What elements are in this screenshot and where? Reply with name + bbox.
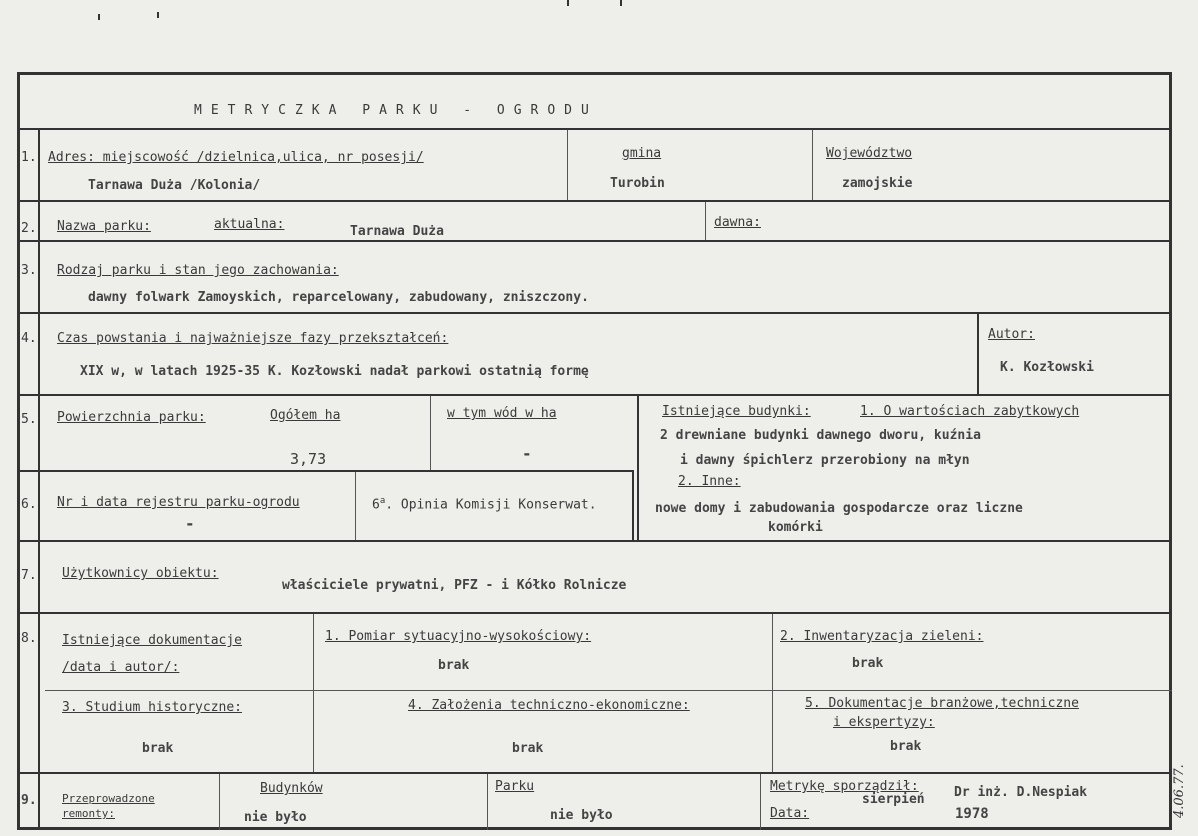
- history-value: XIX w, w latach 1925-35 K. Kozłowski nadał parkowi ostatnią formę: [80, 364, 589, 379]
- divider: [17, 128, 1172, 130]
- technical-assumptions-label: 4. Założenia techniczno-ekonomiczne:: [408, 698, 690, 713]
- divider: [313, 614, 314, 772]
- divider: [17, 540, 1172, 542]
- survey-value: brak: [438, 658, 470, 673]
- total-area-label: Ogółem ha: [270, 408, 341, 423]
- scan-mark: [620, 0, 622, 6]
- buildings-renovation-label: Budynków: [260, 781, 323, 796]
- opinion-label: [372, 493, 597, 513]
- water-area-label: w tym wód w ha: [447, 406, 557, 421]
- buildings-label: Istniejące budynki:: [662, 404, 811, 419]
- total-area-value: 3,73: [290, 450, 327, 468]
- section-number: 9.: [21, 793, 37, 808]
- voivodeship-value: zamojskie: [842, 176, 913, 191]
- divider: [17, 612, 1172, 614]
- address-label: Adres: miejscowość /dzielnica,ulica, nr posesji/: [48, 150, 424, 165]
- divider: [760, 774, 761, 830]
- divider: [812, 130, 813, 200]
- park-type-label: Rodzaj parku i stan jego zachowania:: [57, 263, 339, 278]
- divider: [772, 614, 773, 772]
- section-number: 6.: [21, 497, 37, 512]
- section-number: 5.: [21, 412, 37, 427]
- author-label: Autor:: [988, 327, 1035, 342]
- branch-docs-label-2: i ekspertyzy:: [833, 715, 935, 730]
- prepared-by-value: Dr inż. D.Nespiak: [954, 785, 1088, 800]
- branch-docs-label: 5. Dokumentacje branżowe,techniczne: [805, 696, 1079, 711]
- divider: [632, 470, 634, 540]
- register-value: -: [185, 514, 195, 533]
- water-area-value: -: [522, 444, 532, 463]
- section-number: 2.: [21, 221, 37, 236]
- divider: [17, 772, 1172, 774]
- other-buildings-line1: nowe domy i zabudowania gospodarcze oraz liczne: [655, 501, 1023, 516]
- divider: [17, 240, 1172, 242]
- section-number: 1.: [21, 150, 37, 165]
- opinion-number-sup: a: [379, 496, 386, 506]
- divider: [45, 690, 1172, 691]
- park-name-label: Nazwa parku:: [57, 219, 151, 234]
- park-renovation-value: nie było: [550, 808, 613, 823]
- date-label: Data:: [770, 806, 810, 821]
- users-value: właściciele prywatni, PFZ - i Kółko Rolnicze: [282, 578, 627, 593]
- buildings-renovation-value: nie było: [244, 810, 307, 825]
- divider: [17, 394, 1172, 396]
- address-value: Tarnawa Duża /Kolonia/: [88, 178, 261, 193]
- divider: [487, 774, 488, 830]
- divider: [430, 396, 431, 470]
- other-buildings-line2: komórki: [768, 520, 823, 535]
- handwritten-date: 4.06.77.: [1172, 764, 1187, 818]
- historic-study-value: brak: [142, 741, 174, 756]
- greenery-inventory-label: 2. Inwentaryzacja zieleni:: [780, 629, 984, 644]
- prepared-year-value: 1978: [955, 806, 989, 822]
- current-name-value: Tarnawa Duża: [350, 224, 444, 239]
- opinion-label-text: . Opinia Komisji Konserwat.: [385, 497, 597, 513]
- divider: [17, 470, 632, 472]
- opinion-number: 6: [372, 497, 380, 513]
- history-label: Czas powstania i najważniejsze fazy przekształceń:: [57, 331, 449, 346]
- divider: [567, 130, 568, 200]
- former-name-label: dawna:: [714, 215, 761, 230]
- documentation-label: Istniejące dokumentacje: [62, 633, 243, 648]
- prepared-date-value: sierpień: [862, 792, 925, 807]
- divider: [355, 472, 356, 540]
- historic-study-label: 3. Studium historyczne:: [62, 700, 243, 715]
- scan-mark: [98, 14, 100, 20]
- prepared-by-label: Metrykę sporządził:: [770, 779, 919, 794]
- park-renovation-label: Parku: [495, 779, 535, 794]
- divider: [637, 394, 639, 540]
- gmina-label: gmina: [622, 146, 662, 161]
- divider: [977, 312, 979, 394]
- divider: [17, 200, 1172, 202]
- divider: [705, 202, 706, 240]
- documentation-label-2: /data i autor/:: [62, 660, 180, 675]
- gmina-value: Turobin: [610, 176, 665, 191]
- users-label: Użytkownicy obiektu:: [62, 566, 219, 581]
- author-value: K. Kozłowski: [1000, 360, 1094, 375]
- buildings-historic-label: 1. O wartościach zabytkowych: [860, 404, 1080, 419]
- divider: [17, 312, 1172, 314]
- section-number: 3.: [21, 263, 37, 278]
- num-column-line: [38, 128, 40, 830]
- branch-docs-value: brak: [890, 739, 922, 754]
- current-name-label: aktualna:: [214, 217, 285, 232]
- register-label: Nr i data rejestru parku-ogrodu: [57, 495, 300, 510]
- section-number: 4.: [21, 331, 37, 346]
- form-title: METRYCZKA PARKU - OGRODU: [194, 103, 598, 118]
- buildings-historic-line2: i dawny śpichlerz przerobiony na młyn: [680, 453, 970, 468]
- other-buildings-label: 2. Inne:: [678, 474, 741, 489]
- greenery-inventory-value: brak: [852, 656, 884, 671]
- section-number: 8.: [21, 631, 37, 646]
- park-type-value: dawny folwark Zamoyskich, reparcelowany, zabudowany, zniszczony.: [88, 290, 589, 305]
- survey-label: 1. Pomiar sytuacyjno-wysokościowy:: [325, 629, 592, 644]
- section-number: 7.: [21, 568, 37, 583]
- technical-assumptions-value: brak: [512, 741, 544, 756]
- renovations-label: Przeprowadzone: [62, 792, 155, 805]
- scan-mark: [567, 0, 569, 6]
- voivodeship-label: Województwo: [826, 146, 913, 161]
- scan-mark: [157, 12, 159, 18]
- area-label: Powierzchnia parku:: [57, 410, 206, 425]
- renovations-label-2: remonty:: [62, 807, 115, 820]
- divider: [219, 774, 220, 830]
- buildings-historic-line1: 2 drewniane budynki dawnego dworu, kuźnia: [660, 428, 981, 443]
